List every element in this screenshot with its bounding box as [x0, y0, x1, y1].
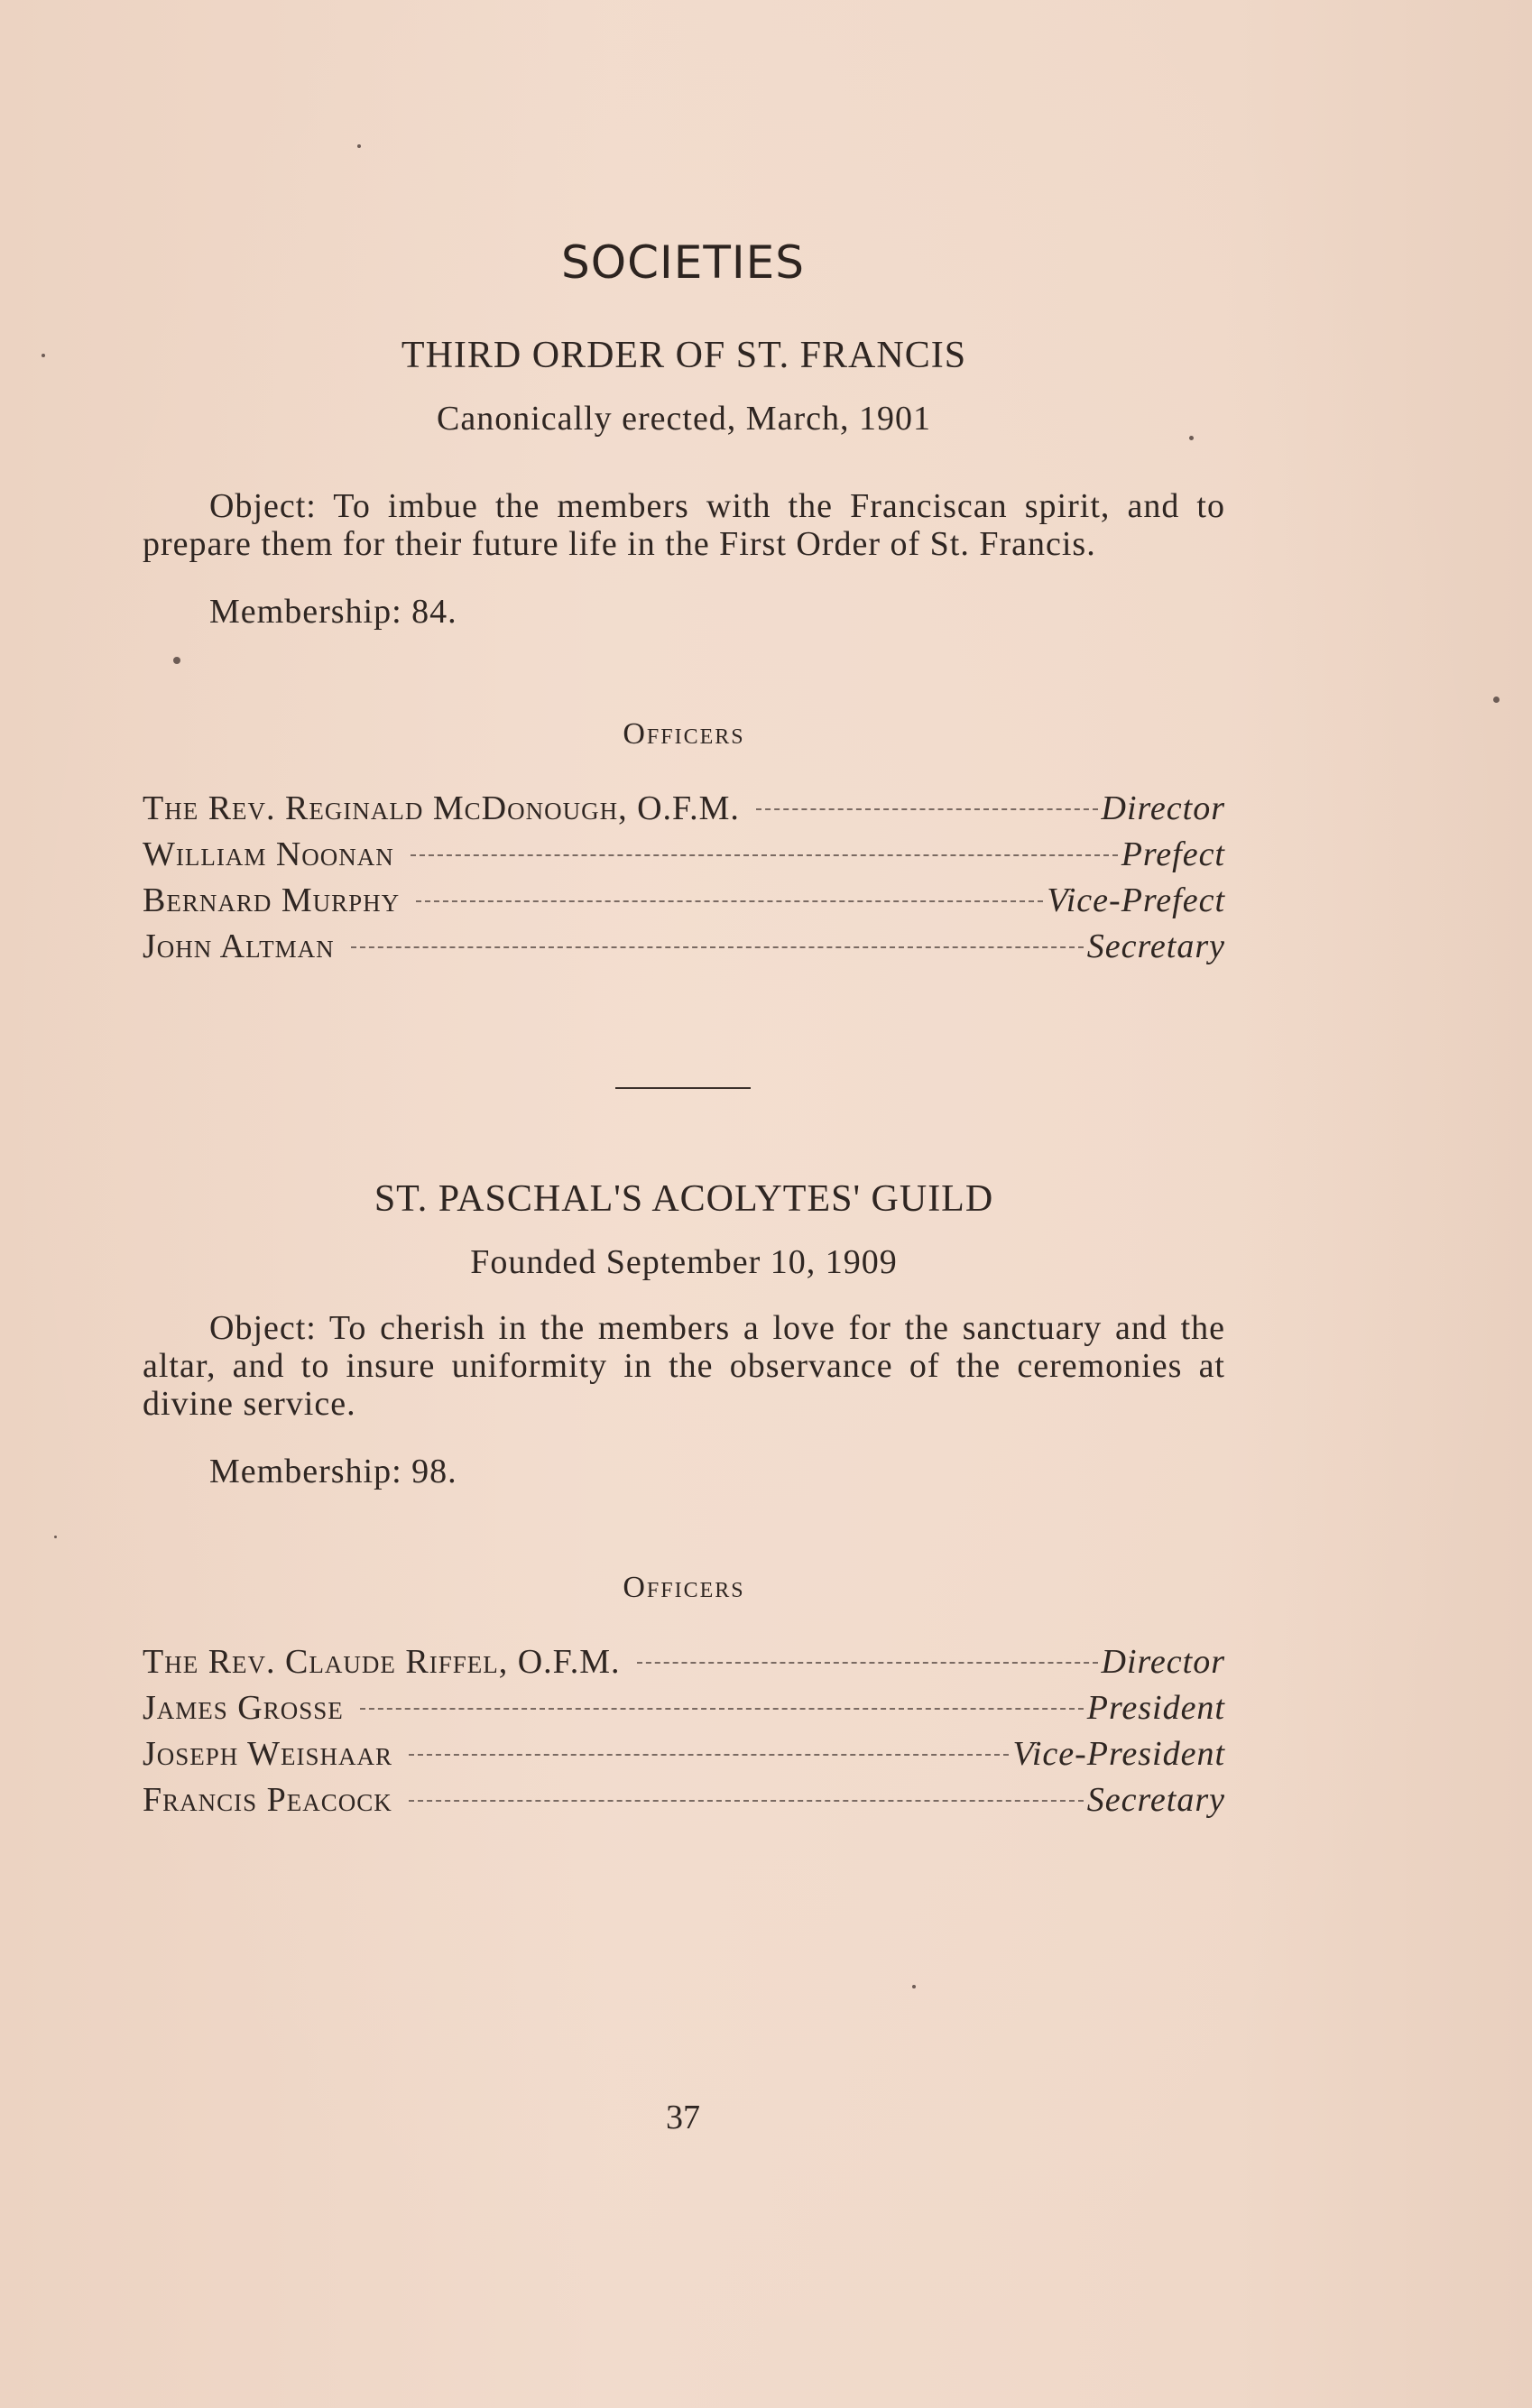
officer-role: Secretary [1086, 927, 1225, 965]
officers-list [143, 786, 1225, 970]
paper-speck [42, 354, 45, 357]
officer-row [143, 1639, 1225, 1685]
officer-name: Joseph Weishaar [143, 1735, 392, 1773]
officer-row [143, 924, 1225, 970]
officer-role: Prefect [1121, 835, 1225, 873]
leader-dots [756, 808, 1098, 810]
officers-heading: Officers [623, 1571, 745, 1604]
officer-row [143, 1777, 1225, 1823]
officer-row [143, 878, 1225, 924]
leader-dots [411, 854, 1118, 856]
officer-name: Bernard Murphy [143, 881, 401, 919]
society-acolytes-guild [143, 1177, 1225, 1823]
paper-speck [54, 1536, 57, 1538]
society-membership: Membership: 98. [209, 1453, 457, 1490]
leader-dots [409, 1800, 1084, 1802]
society-object: Object: To imbue the members with the Franciscan spirit, and to prepare them for their future life in the First Order of St. Francis. [143, 487, 1225, 563]
society-object: Object: To cherish in the members a love for the sanctuary and the altar, and to insure uniformity in the observance of the ceremonies at divine service. [143, 1309, 1225, 1423]
officer-role: Director [1101, 1643, 1225, 1681]
officer-role: Vice-President [1012, 1735, 1225, 1773]
page-title: SOCIETIES [561, 236, 805, 289]
paper-speck [357, 144, 361, 148]
society-subtitle: Canonically erected, March, 1901 [437, 400, 931, 438]
officer-row [143, 1731, 1225, 1777]
paper-speck [173, 657, 180, 664]
officer-row [143, 832, 1225, 878]
leader-dots [409, 1754, 1009, 1756]
section-divider [615, 1087, 751, 1089]
leader-dots [416, 900, 1043, 902]
paper-speck [1493, 697, 1500, 703]
officer-role: Director [1101, 789, 1225, 827]
officer-name: William Noonan [143, 835, 394, 873]
officer-name: The Rev. Claude Riffel, O.F.M. [143, 1643, 621, 1681]
officer-role: Secretary [1086, 1781, 1225, 1819]
officer-row [143, 786, 1225, 832]
officers-heading: Officers [623, 717, 745, 751]
page-number: 37 [666, 2099, 700, 2136]
leader-dots [351, 946, 1084, 948]
officer-role: Vice-Prefect [1047, 881, 1225, 919]
leader-dots [360, 1708, 1084, 1710]
officer-name: The Rev. Reginald McDonough, O.F.M. [143, 789, 740, 827]
society-title: THIRD ORDER OF ST. FRANCIS [401, 335, 967, 376]
officer-name: James Grosse [143, 1689, 344, 1727]
leader-dots [637, 1662, 1098, 1664]
paper-speck [912, 1985, 916, 1988]
officers-list [143, 1639, 1225, 1823]
officer-role: President [1086, 1689, 1225, 1727]
society-title: ST. PASCHAL'S ACOLYTES' GUILD [374, 1178, 994, 1220]
officer-row [143, 1685, 1225, 1731]
paper-speck [1189, 436, 1194, 440]
society-subtitle: Founded September 10, 1909 [470, 1243, 898, 1281]
society-third-order [143, 334, 1225, 970]
officer-name: Francis Peacock [143, 1781, 392, 1819]
officer-name: John Altman [143, 927, 335, 965]
society-membership: Membership: 84. [209, 593, 457, 631]
